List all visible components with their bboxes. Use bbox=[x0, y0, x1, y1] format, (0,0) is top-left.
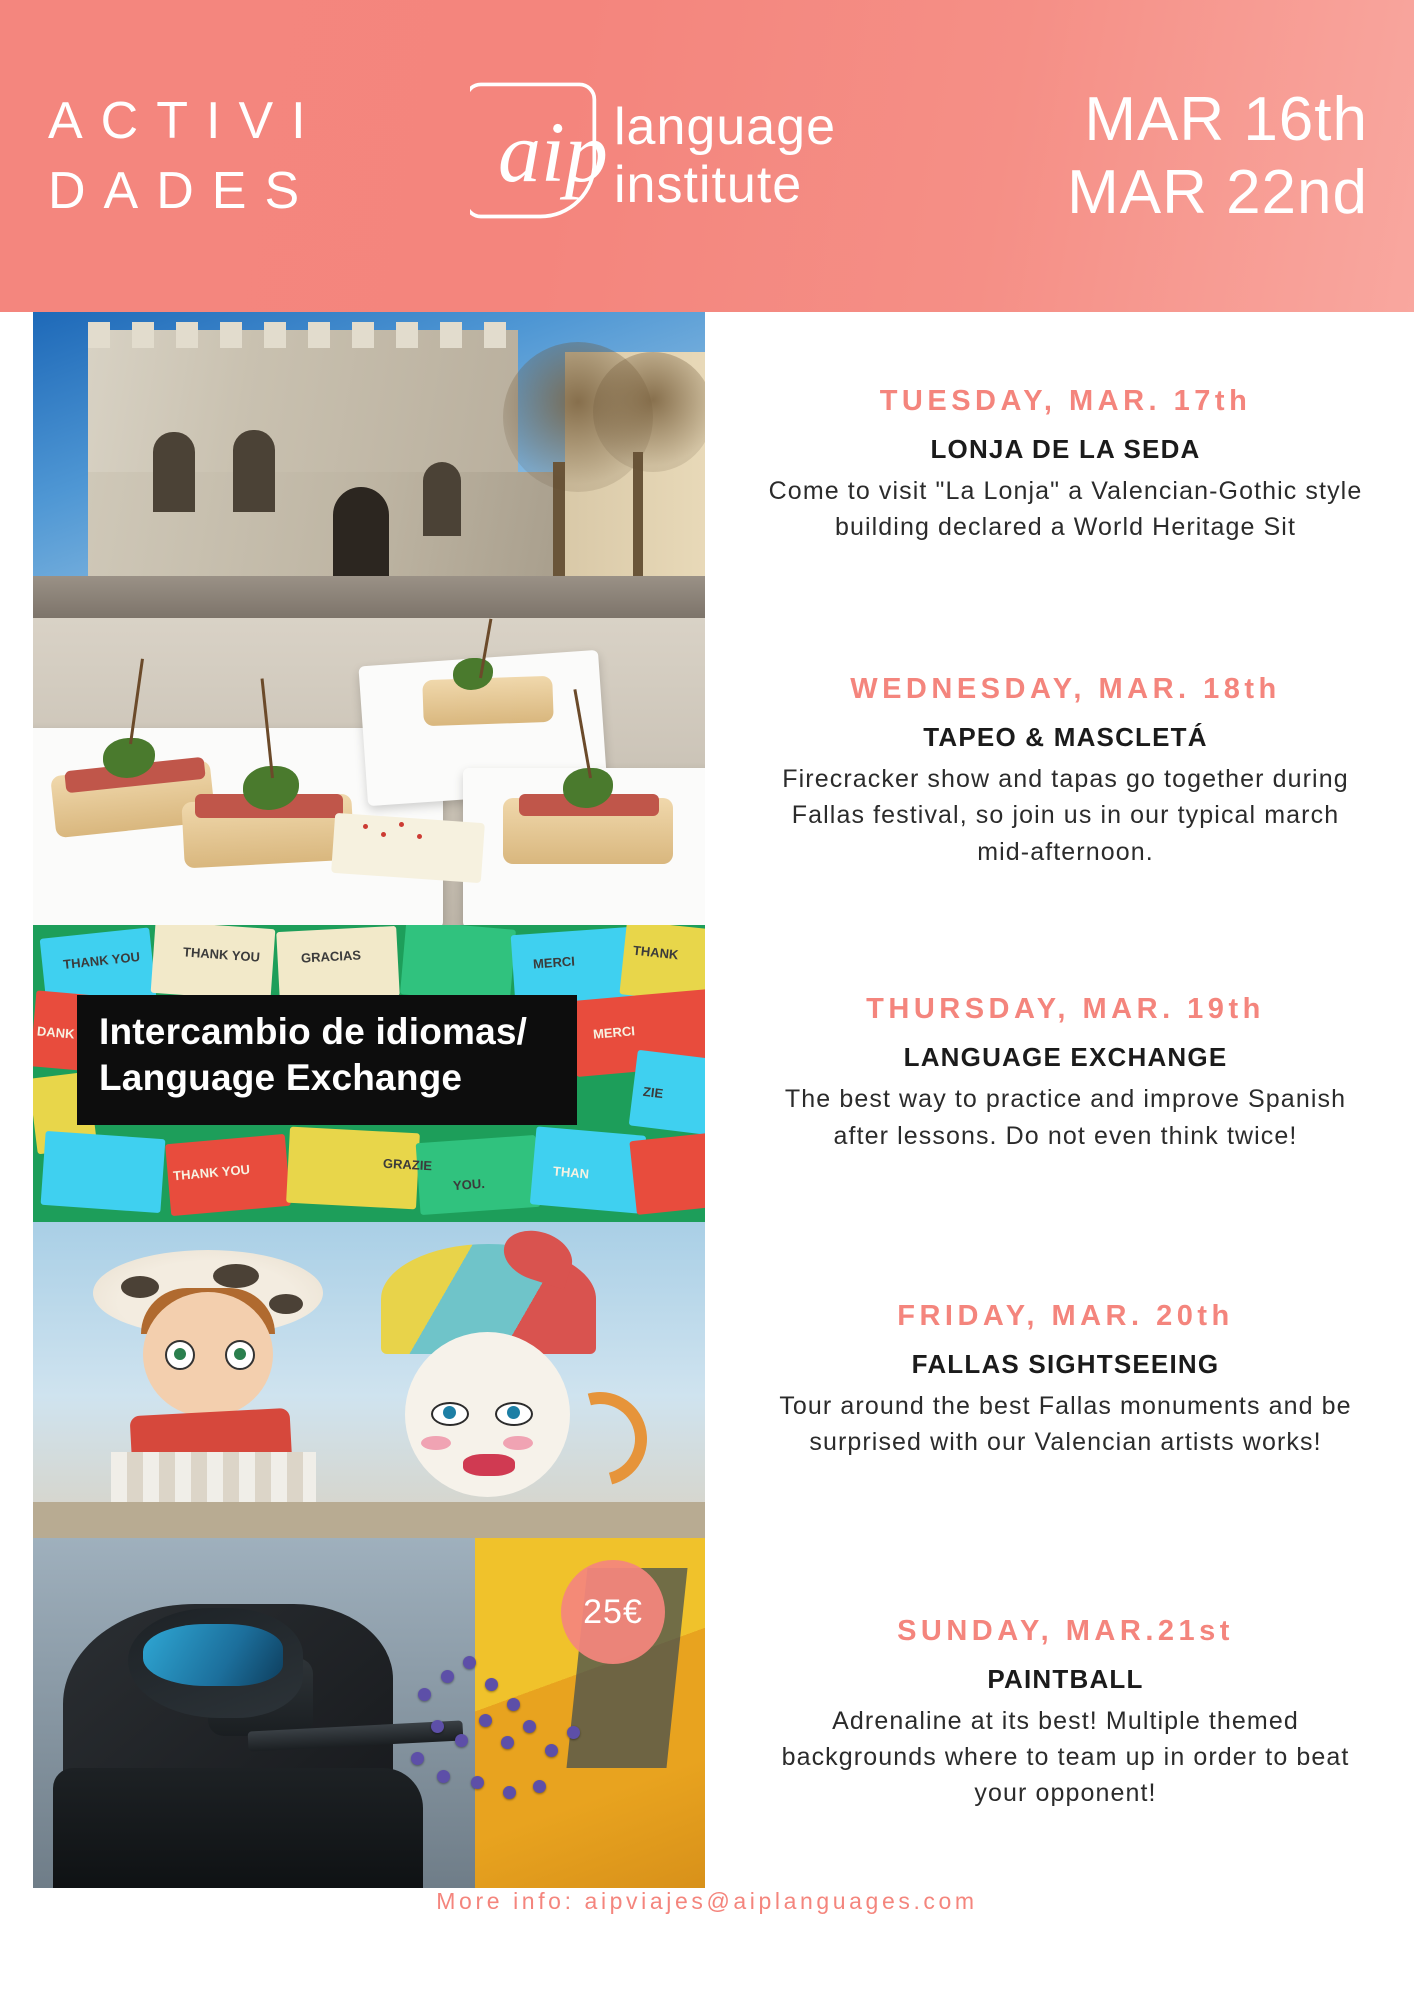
event-title: PAINTBALL bbox=[987, 1663, 1144, 1694]
contact-info: More info: aipviajes@aiplanguages.com bbox=[436, 1888, 978, 1914]
event-day: SUNDAY, MAR.21st bbox=[897, 1614, 1234, 1647]
event-row bbox=[0, 925, 1414, 1222]
brand-word-language: language bbox=[614, 98, 836, 156]
event-description: The best way to practice and improve Spanish after lessons. Do not even think twice! bbox=[784, 1085, 1347, 1150]
event-description: Adrenaline at its best! Multiple themed backgrounds where to team up in order to beat your opponent! bbox=[781, 1706, 1350, 1808]
event-title: TAPEO & MASCLETÁ bbox=[923, 722, 1208, 753]
event-day: TUESDAY, MAR. 17th bbox=[879, 384, 1252, 417]
event-row bbox=[0, 1222, 1414, 1538]
event-title: LONJA DE LA SEDA bbox=[930, 433, 1201, 464]
photo-caption-line2: Language Exchange bbox=[99, 1057, 463, 1098]
aip-monogram-icon bbox=[470, 81, 608, 231]
fallas-figures-photo bbox=[33, 1222, 705, 1538]
photo-caption-banner bbox=[77, 995, 577, 1125]
event-title: FALLAS SIGHTSEEING bbox=[911, 1348, 1220, 1379]
footer bbox=[0, 1888, 1414, 1944]
event-text bbox=[705, 618, 1414, 925]
event-text bbox=[705, 1222, 1414, 1538]
events-list bbox=[0, 312, 1414, 2000]
event-description: Tour around the best Fallas monuments and be surprised with our Valencian artists works! bbox=[779, 1391, 1352, 1456]
event-title: LANGUAGE EXCHANGE bbox=[903, 1042, 1228, 1073]
event-description: Come to visit "La Lonja" a Valencian-Gothic style building declared a World Heritage Sit bbox=[768, 476, 1363, 541]
event-description: Firecracker show and tapas go together during Fallas festival, so join us in our typical march mid-afternoon. bbox=[782, 765, 1349, 866]
header-title-block bbox=[0, 86, 470, 226]
tapas-photo bbox=[33, 618, 705, 925]
date-range bbox=[940, 83, 1414, 229]
date-end: MAR 22nd bbox=[1067, 158, 1368, 227]
brand-wordmark bbox=[614, 98, 836, 214]
date-start: MAR 16th bbox=[1084, 84, 1368, 154]
language-exchange-photo: THANK YOU THANK YOU GRACIAS MERCI THANK DANK MERCI ZIE GRAZIE THANK YOU THAN YOU. Intercambio de idiomas/ Language Exchange bbox=[33, 925, 705, 1222]
poster-header bbox=[0, 0, 1414, 312]
page-title-line1: ACTIVI bbox=[48, 91, 324, 150]
photo-caption-line1: Intercambio de idiomas/ bbox=[99, 1011, 528, 1052]
price-badge: 25€ bbox=[561, 1560, 665, 1664]
event-day: WEDNESDAY, MAR. 18th bbox=[850, 673, 1281, 706]
event-text bbox=[705, 925, 1414, 1222]
event-text bbox=[705, 312, 1414, 618]
event-row bbox=[0, 312, 1414, 618]
event-row bbox=[0, 1538, 1414, 1888]
page-title-line2: DADES bbox=[48, 162, 318, 220]
event-text bbox=[705, 1538, 1414, 1888]
lonja-de-la-seda-photo bbox=[33, 312, 705, 618]
brand-word-institute: institute bbox=[614, 156, 803, 214]
event-row bbox=[0, 618, 1414, 925]
paintball-photo bbox=[33, 1538, 705, 1888]
event-day: FRIDAY, MAR. 20th bbox=[897, 1299, 1234, 1332]
event-day: THURSDAY, MAR. 19th bbox=[866, 993, 1265, 1026]
svg-text:aip: aip bbox=[498, 104, 608, 200]
brand-logo bbox=[470, 81, 940, 231]
